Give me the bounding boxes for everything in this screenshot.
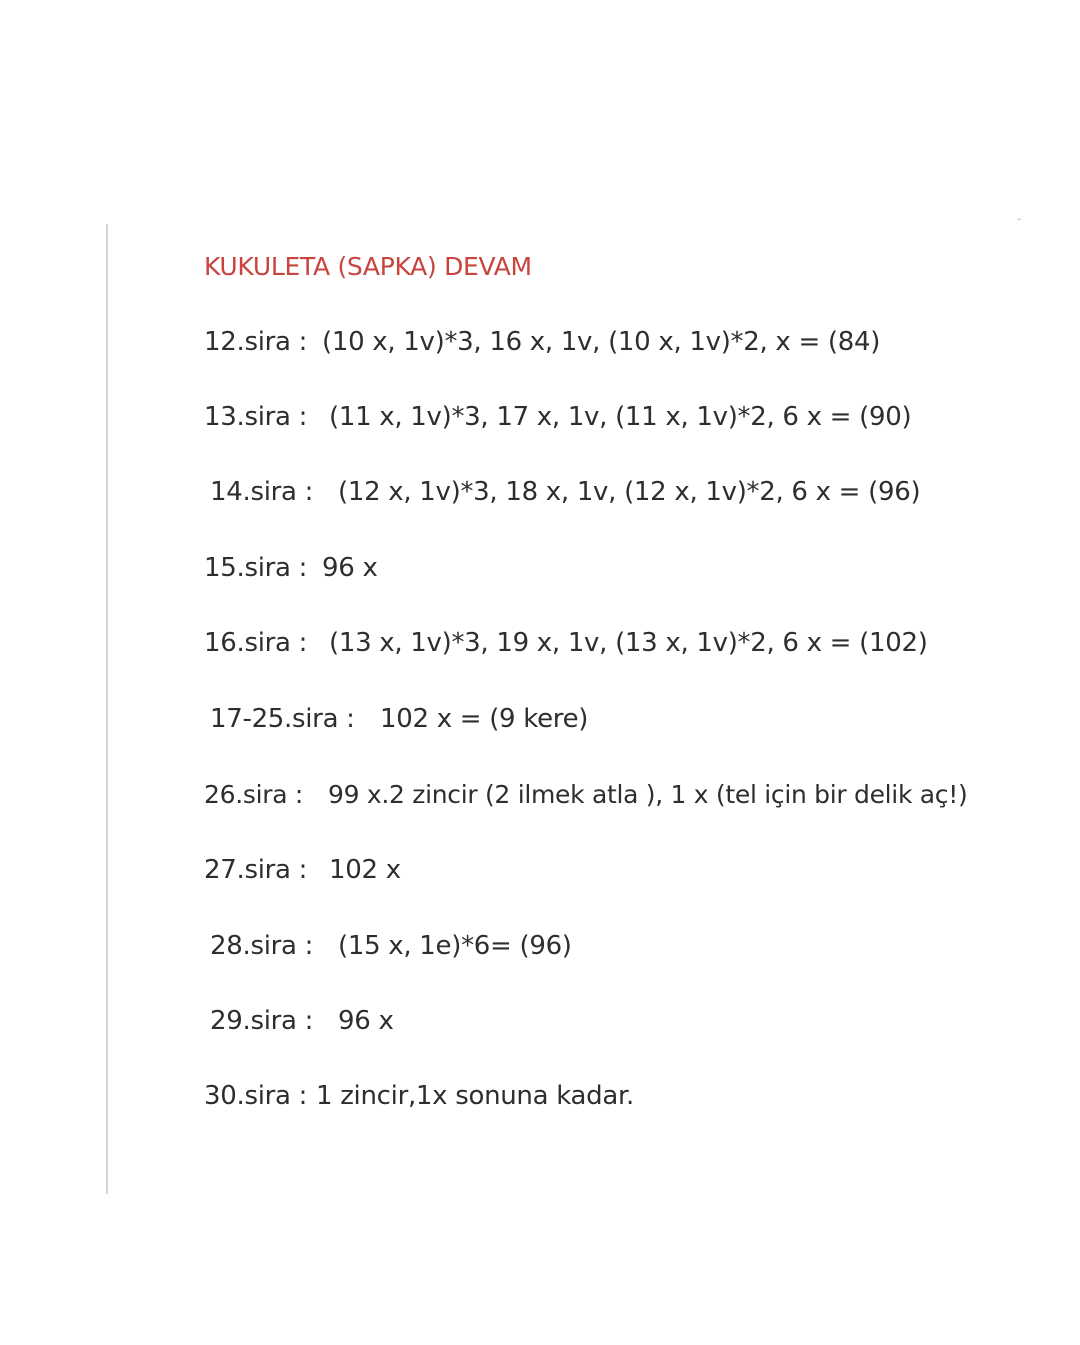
- row-label: 27.sira :: [204, 855, 308, 885]
- row-instruction: 99 x.2 zincir (2 ilmek atla ), 1 x (tel için bir delik aç!): [328, 780, 968, 809]
- row-instruction: 102 x = (9 kere): [380, 704, 589, 734]
- row-label: 14.sira :: [210, 477, 314, 507]
- pattern-row: [204, 625, 928, 661]
- row-instruction: (13 x, 1v)*3, 19 x, 1v, (13 x, 1v)*2, 6 x = (102): [329, 628, 928, 658]
- row-label: 28.sira :: [210, 931, 314, 961]
- row-instruction: 96 x: [338, 1006, 394, 1036]
- row-label: 17-25.sira :: [210, 704, 355, 734]
- pattern-row: [204, 852, 401, 888]
- page-margin-line: [106, 224, 108, 1194]
- row-label: 15.sira :: [204, 553, 308, 583]
- pattern-row: [204, 777, 967, 813]
- row-instruction: 1 zincir,1x sonuna kadar.: [316, 1081, 634, 1111]
- pattern-row: [204, 550, 378, 586]
- row-instruction: (15 x, 1e)*6= (96): [338, 931, 572, 961]
- row-label: 30.sira :: [204, 1081, 308, 1111]
- row-label: 12.sira :: [204, 327, 308, 357]
- document-heading: KUKULETA (SAPKA) DEVAM: [204, 252, 532, 281]
- pattern-row: [204, 324, 880, 360]
- row-instruction: (10 x, 1v)*3, 16 x, 1v, (10 x, 1v)*2, x = (84): [322, 327, 881, 357]
- row-label: 29.sira :: [210, 1006, 314, 1036]
- row-instruction: (11 x, 1v)*3, 17 x, 1v, (11 x, 1v)*2, 6 x = (90): [329, 402, 912, 432]
- corner-mark: ˇ: [1016, 217, 1022, 231]
- row-label: 26.sira :: [204, 780, 303, 809]
- pattern-row: [210, 1003, 394, 1039]
- row-label: 16.sira :: [204, 628, 308, 658]
- pattern-row: [210, 474, 920, 510]
- pattern-row: [204, 1078, 634, 1114]
- row-instruction: 102 x: [329, 855, 401, 885]
- row-label: 13.sira :: [204, 402, 308, 432]
- row-instruction: (12 x, 1v)*3, 18 x, 1v, (12 x, 1v)*2, 6 x = (96): [338, 477, 921, 507]
- pattern-row: [210, 928, 572, 964]
- row-instruction: 96 x: [322, 553, 378, 583]
- pattern-row: [210, 701, 588, 737]
- pattern-row: [204, 399, 911, 435]
